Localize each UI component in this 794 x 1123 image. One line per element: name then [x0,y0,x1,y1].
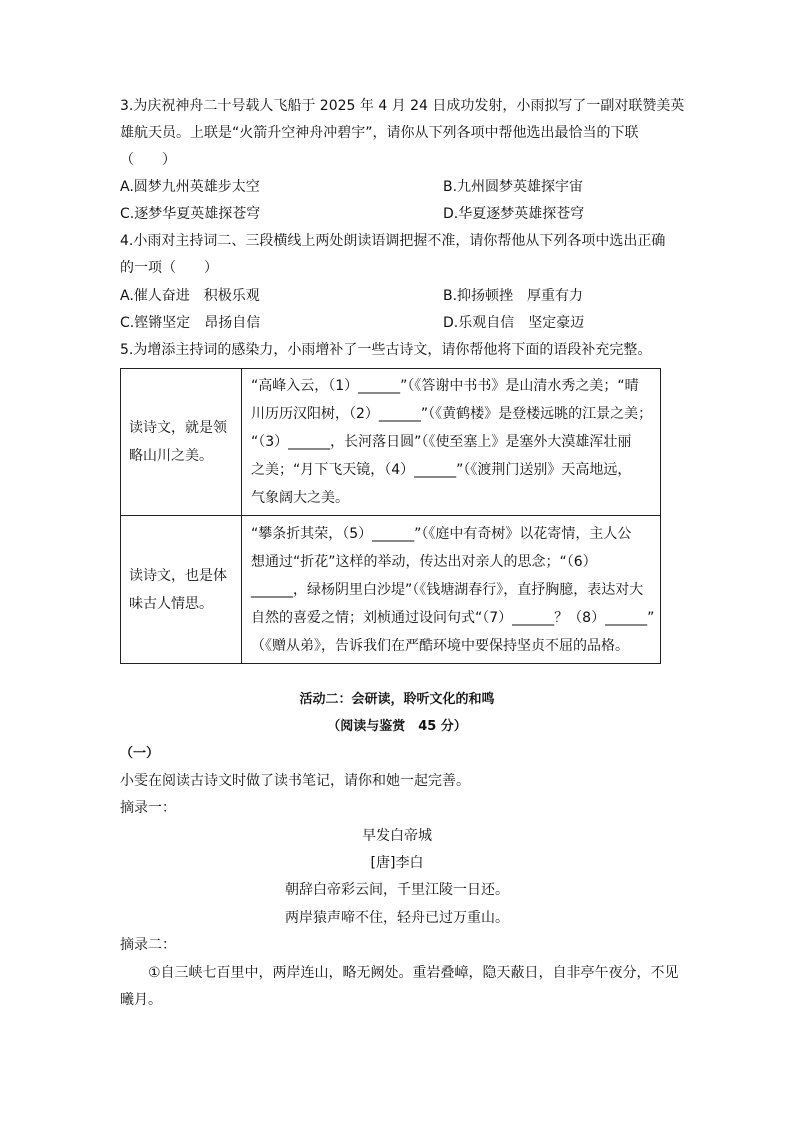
row-label-line: 略山川之美。 [129,448,213,464]
q3-option-c: C.逐梦华夏英雄探苍穹 [120,206,261,222]
content-line: 之美；“月下飞天镜，（4）______”（《渡荆门送别》天高地远， [251,462,632,478]
q4-option-b: B.抑扬顿挫 厚重有力 [443,288,584,304]
content-line: （《赠从弟》，告诉我们在严酷环境中要保持坚贞不屈的品格。 [251,637,629,654]
poem-title: 早发白帝城 [362,828,432,844]
section-intro: 小雯在阅读古诗文时做了读书笔记，请你和她一起完善。 [120,773,470,789]
q3-option-b: B.九州圆梦英雄探宇宙 [443,179,584,195]
content-line: ______，绿杨阴里白沙堤”（《钱塘湖春行》，直抒胸臆，表达对大 [251,581,644,598]
q4-line-1: 4.小雨对主持词二、三段横线上两处朗读语调把握不准，请你帮他从下列各项中选出正确 [120,233,666,249]
content-line: 川历历汉阳树，（2）______”（《黄鹤楼》是登楼远眺的江景之美； [251,406,653,422]
activity-title: 活动二：会研读，聆听文化的和鸣 [299,692,495,707]
q3-line-1: 3.为庆祝神舟二十号载人飞船于 2025 年 4 月 24 日成功发射，小雨拟写了一副对联赞美英 [120,98,685,114]
q4-option-a: A.催人奋进 积极乐观 [120,288,260,304]
content-line: 气象阔大之美。 [251,490,349,506]
q3-answer-bracket: （ ） [120,152,176,168]
poem-author: [唐]李白 [370,855,424,871]
q4-option-c: C.铿锵坚定 昂扬自信 [120,315,261,331]
activity-subtitle: （阅读与鉴赏 45 分） [327,719,467,734]
poem-line-1: 朝辞白帝彩云间，千里江陵一日还。 [285,882,509,898]
content-line: “攀条折其荣，（5）______”（《庭中有奇树》以花寄情，主人公 [251,525,632,542]
table-row [121,369,661,516]
content-line: “高峰入云，（1）______”（《答谢中书书》是山清水秀之美；“晴 [251,378,639,394]
table-row [121,516,661,664]
q3-line-2: 雄航天员。上联是“火箭升空神舟冲碧宇”，请你从下列各项中帮他选出最恰当的下联 [120,125,639,141]
row-label-cell [121,369,242,516]
row-label-cell [121,516,242,664]
poem-line-2: 两岸猿声啼不住，轻舟已过万重山。 [285,910,509,926]
q3-option-d: D.华夏逐梦英雄探苍穹 [443,206,585,222]
prose-line-2: 曦月。 [120,992,162,1008]
content-line: 自然的喜爱之情；刘桢通过设问句式“（7）______？（8）______” [251,609,655,626]
content-line: “（3）______，长河落日圆”（《使至塞上》是塞外大漠雄浑壮丽 [251,434,632,450]
row-label-line: 味古人情思。 [129,595,213,612]
row-content-cell [242,516,661,664]
q4-option-d: D.乐观自信 坚定豪迈 [443,315,585,331]
excerpt-1-label: 摘录一： [120,800,176,816]
q5-line-1: 5.为增添主持词的感染力，小雨增补了一些古诗文，请你帮他将下面的语段补充完整。 [120,342,652,358]
q4-line-2: 的一项（ ） [120,260,218,276]
prose-line-1: ①自三峡七百里中，两岸连山，略无阙处。重岩叠嶂，隐天蔽日，自非亭午夜分，不见 [148,965,679,981]
q3-option-a: A.圆梦九州英雄步太空 [120,179,260,195]
section-marker: （一） [120,746,160,761]
row-content-cell [242,369,661,516]
row-label-line: 读诗文，也是体 [129,567,227,584]
content-line: 想通过“折花”这样的举动，传达出对亲人的思念；“（6） [251,553,597,570]
excerpt-2-label: 摘录二： [120,937,176,953]
q5-fill-table [120,368,661,664]
row-label-line: 读诗文，就是领 [129,420,227,436]
